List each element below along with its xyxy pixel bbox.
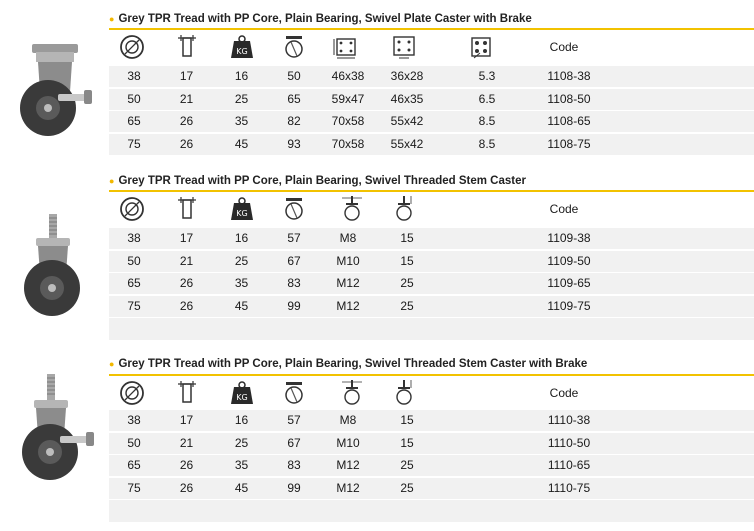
- section-title: ● Grey TPR Tread with PP Core, Plain Bearing, Swivel Plate Caster with Brake: [109, 13, 532, 25]
- table-cell: 65: [127, 114, 141, 128]
- table-cell: 93: [287, 136, 301, 151]
- table-cell: 35: [234, 114, 249, 128]
- table-cell: 25: [234, 435, 249, 450]
- table-cell: 25: [400, 458, 414, 472]
- svg-text:KG: KG: [236, 47, 248, 56]
- svg-text:KG: KG: [236, 209, 248, 218]
- overall-height-icon: [279, 380, 309, 406]
- wheel-diameter-icon: [117, 380, 147, 406]
- table-cell: 16: [234, 413, 249, 427]
- table-row: [109, 273, 754, 294]
- table-cell: 26: [179, 458, 194, 472]
- table-cell: 17: [179, 69, 194, 83]
- table-cell: 46x38: [331, 69, 365, 83]
- table-cell: 26: [179, 136, 194, 151]
- section-plate-caster-brake: [0, 0, 754, 160]
- table-cell: M12: [336, 458, 360, 472]
- table-cell: M10: [336, 435, 360, 450]
- table-cell: 15: [400, 231, 414, 245]
- section-threaded-stem-caster: [0, 170, 754, 340]
- tread-width-icon: [172, 196, 202, 222]
- table-cell: 83: [287, 458, 301, 472]
- table-cell: 57: [287, 413, 301, 427]
- table-cell: M8: [339, 413, 357, 427]
- empty-row: [109, 500, 754, 522]
- table-cell: 26: [179, 276, 194, 290]
- table-cell: 36x28: [390, 69, 424, 83]
- table-cell: 17: [179, 413, 194, 427]
- section-title: ● Grey TPR Tread with PP Core, Plain Bearing, Swivel Threaded Stem Caster: [109, 175, 526, 187]
- title-underline: [109, 374, 754, 376]
- table-cell: 21: [179, 253, 194, 268]
- table-cell: 15: [400, 253, 414, 268]
- table-cell: 50: [127, 435, 141, 450]
- table-cell: 50: [127, 91, 141, 106]
- table-cell: 57: [287, 231, 301, 245]
- spec-table: [109, 66, 754, 156]
- table-row: [109, 455, 754, 476]
- table-cell: 50: [287, 69, 301, 83]
- table-cell: 17: [179, 231, 194, 245]
- load-capacity-icon: [227, 380, 257, 406]
- bullet-icon: ●: [109, 176, 115, 186]
- table-cell: M8: [339, 231, 357, 245]
- table-cell: 1108-50: [547, 91, 591, 106]
- table-cell: 25: [400, 276, 414, 290]
- table-cell: 26: [179, 480, 194, 495]
- table-cell: 35: [234, 276, 249, 290]
- table-row: [109, 66, 754, 87]
- table-cell: 38: [127, 69, 141, 83]
- table-cell: 1110-38: [547, 413, 591, 427]
- table-cell: 1110-65: [547, 458, 591, 472]
- bullet-icon: ●: [109, 359, 115, 369]
- table-cell: 67: [287, 435, 301, 450]
- overall-height-icon: [279, 196, 309, 222]
- table-cell: 1108-38: [547, 69, 591, 83]
- table-cell: 38: [127, 413, 141, 427]
- table-cell: 1110-75: [547, 480, 591, 495]
- table-cell: 26: [179, 114, 194, 128]
- table-cell: 75: [127, 136, 141, 151]
- table-cell: 55x42: [390, 114, 424, 128]
- table-cell: 16: [234, 69, 249, 83]
- section-title: ● Grey TPR Tread with PP Core, Plain Bearing, Swivel Threaded Stem Caster with Brake: [109, 358, 588, 370]
- table-cell: 1109-38: [547, 231, 591, 245]
- bolt-hole-spacing-icon: [389, 34, 419, 60]
- table-row: [109, 410, 754, 431]
- thread-length-icon: [389, 196, 419, 222]
- title-underline: [109, 28, 754, 30]
- table-cell: M12: [336, 298, 360, 313]
- table-cell: 83: [287, 276, 301, 290]
- table-row: [109, 296, 754, 317]
- table-cell: 1109-65: [547, 276, 591, 290]
- table-cell: 25: [234, 91, 249, 106]
- tread-width-icon: [172, 34, 202, 60]
- table-row: [109, 251, 754, 272]
- table-cell: 65: [287, 91, 301, 106]
- table-cell: 70x58: [331, 114, 365, 128]
- table-cell: 8.5: [478, 114, 496, 128]
- plate-caster-with-brake-image: [14, 42, 98, 142]
- table-cell: 25: [400, 298, 414, 313]
- bullet-icon: ●: [109, 14, 115, 24]
- threaded-stem-caster-image: [14, 212, 98, 322]
- table-cell: 1109-50: [547, 253, 591, 268]
- empty-row: [109, 318, 754, 340]
- table-row: [109, 433, 754, 454]
- table-cell: 55x42: [390, 136, 424, 151]
- table-cell: 8.5: [478, 136, 496, 151]
- title-underline: [109, 190, 754, 192]
- section-threaded-stem-caster-brake: [0, 354, 754, 531]
- svg-text:KG: KG: [236, 393, 248, 402]
- table-row: [109, 228, 754, 249]
- table-cell: 16: [234, 231, 249, 245]
- table-cell: 6.5: [478, 91, 496, 106]
- table-cell: 5.3: [478, 69, 496, 83]
- table-cell: M12: [336, 480, 360, 495]
- code-column-header: Code: [549, 386, 579, 400]
- thread-size-icon: [337, 196, 367, 222]
- threaded-stem-caster-with-brake-image: [20, 372, 104, 492]
- table-cell: 15: [400, 413, 414, 427]
- table-cell: 65: [127, 276, 141, 290]
- table-cell: 38: [127, 231, 141, 245]
- spec-table: [109, 410, 754, 524]
- code-column-header: Code: [549, 202, 579, 216]
- table-cell: 70x58: [331, 136, 365, 151]
- table-cell: 45: [234, 136, 249, 151]
- wheel-diameter-icon: [117, 34, 147, 60]
- table-cell: 99: [287, 298, 301, 313]
- table-cell: 1109-75: [547, 298, 591, 313]
- table-cell: 35: [234, 458, 249, 472]
- table-row: [109, 478, 754, 499]
- bolt-hole-diameter-icon: [466, 34, 496, 60]
- table-cell: 50: [127, 253, 141, 268]
- overall-height-icon: [279, 34, 309, 60]
- column-icons-row: [109, 378, 754, 408]
- table-cell: 45: [234, 298, 249, 313]
- table-cell: 1110-50: [547, 435, 591, 450]
- table-cell: 26: [179, 298, 194, 313]
- load-capacity-icon: [227, 196, 257, 222]
- table-cell: 1108-75: [547, 136, 591, 151]
- thread-length-icon: [389, 380, 419, 406]
- column-icons-row: [109, 194, 754, 224]
- column-icons-row: [109, 32, 754, 62]
- table-cell: 67: [287, 253, 301, 268]
- table-cell: 1108-65: [547, 114, 591, 128]
- spec-table: [109, 228, 754, 342]
- table-cell: 25: [234, 253, 249, 268]
- table-cell: 99: [287, 480, 301, 495]
- table-cell: 59x47: [331, 91, 365, 106]
- code-column-header: Code: [549, 40, 579, 54]
- table-row: [109, 89, 754, 110]
- table-cell: 65: [127, 458, 141, 472]
- table-cell: 21: [179, 435, 194, 450]
- table-cell: 75: [127, 298, 141, 313]
- thread-size-icon: [337, 380, 367, 406]
- table-cell: 82: [287, 114, 301, 128]
- plate-size-icon: [331, 34, 361, 60]
- tread-width-icon: [172, 380, 202, 406]
- table-cell: M10: [336, 253, 360, 268]
- table-row: [109, 111, 754, 132]
- load-capacity-icon: [227, 34, 257, 60]
- table-cell: 25: [400, 480, 414, 495]
- table-cell: M12: [336, 276, 360, 290]
- table-cell: 45: [234, 480, 249, 495]
- table-cell: 75: [127, 480, 141, 495]
- table-cell: 21: [179, 91, 194, 106]
- table-cell: 46x35: [390, 91, 424, 106]
- table-row: [109, 134, 754, 155]
- table-cell: 15: [400, 435, 414, 450]
- wheel-diameter-icon: [117, 196, 147, 222]
